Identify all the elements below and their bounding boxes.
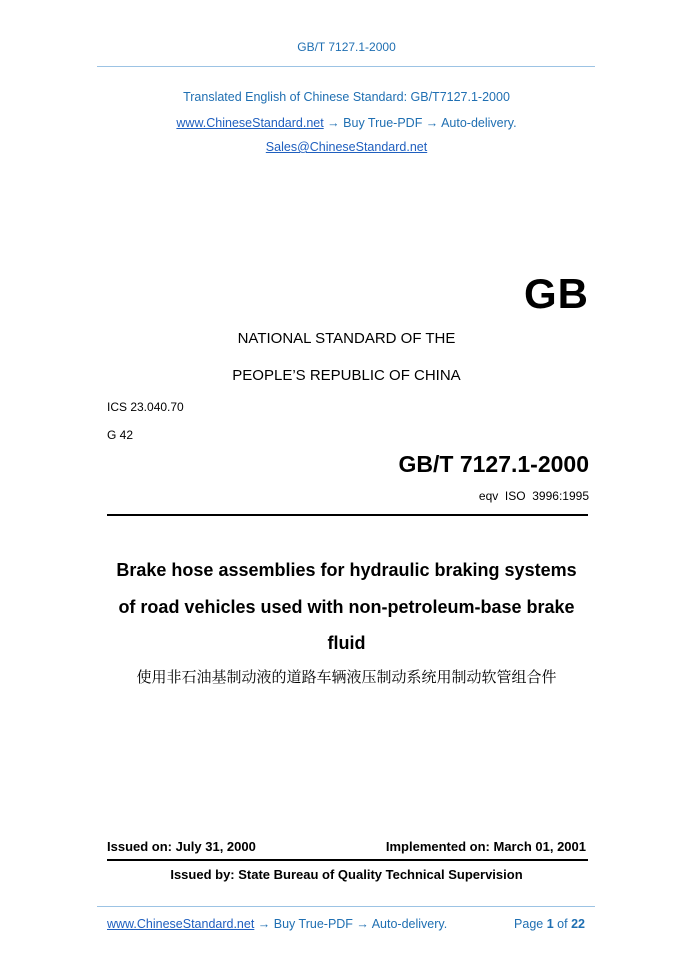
- promo-line-2: [0, 116, 693, 130]
- page-total: 22: [571, 917, 585, 931]
- sales-email-link[interactable]: Sales@ChineseStandard.net: [265, 140, 428, 154]
- national-standard-line-1: NATIONAL STANDARD OF THE: [237, 330, 456, 347]
- issued-on: Issued on: July 31, 2000: [107, 839, 256, 854]
- promo-line-2-text: → Buy True-PDF → Auto-delivery.: [323, 116, 517, 130]
- site-link[interactable]: www.ChineseStandard.net: [176, 116, 324, 130]
- standard-number: GB/T 7127.1-2000: [398, 451, 589, 477]
- implemented-on: Implemented on: March 01, 2001: [385, 839, 586, 854]
- running-header: GB/T 7127.1-2000: [297, 40, 396, 54]
- footer-promo: [107, 917, 447, 931]
- title-line-3: fluid: [327, 633, 366, 653]
- issuing-authority: Issued by: State Bureau of Quality Technical Supervision: [170, 867, 523, 882]
- footer-divider: [97, 906, 595, 907]
- chinese-title: 使用非石油基制动液的道路车辆液压制动系统用制动软管组合件: [136, 668, 557, 686]
- dates-divider: [107, 859, 588, 861]
- page-label: Page: [514, 917, 544, 931]
- header-divider: [97, 66, 595, 67]
- iso-equivalence: eqv ISO 3996:1995: [478, 489, 589, 503]
- gb-logo: GB: [524, 270, 589, 317]
- page-indicator: [514, 917, 585, 931]
- ics-code: ICS 23.040.70: [107, 400, 184, 414]
- promo-line-3: [0, 140, 693, 154]
- classification-code: G 42: [107, 428, 134, 442]
- national-standard-line-2: PEOPLE’S REPUBLIC OF CHINA: [232, 367, 461, 384]
- title-line-2: of road vehicles used with non-petroleum-base brake: [118, 597, 575, 617]
- title-line-1: Brake hose assemblies for hydraulic braking systems: [116, 560, 577, 580]
- promo-line-1: Translated English of Chinese Standard: GB/T7127.1-2000: [183, 90, 510, 104]
- footer-site-link[interactable]: www.ChineseStandard.net: [107, 917, 255, 931]
- page-number: 1: [546, 917, 554, 931]
- footer-promo-text: → Buy True-PDF → Auto-delivery.: [254, 917, 448, 931]
- of-label: of: [557, 917, 568, 931]
- number-divider: [107, 514, 588, 516]
